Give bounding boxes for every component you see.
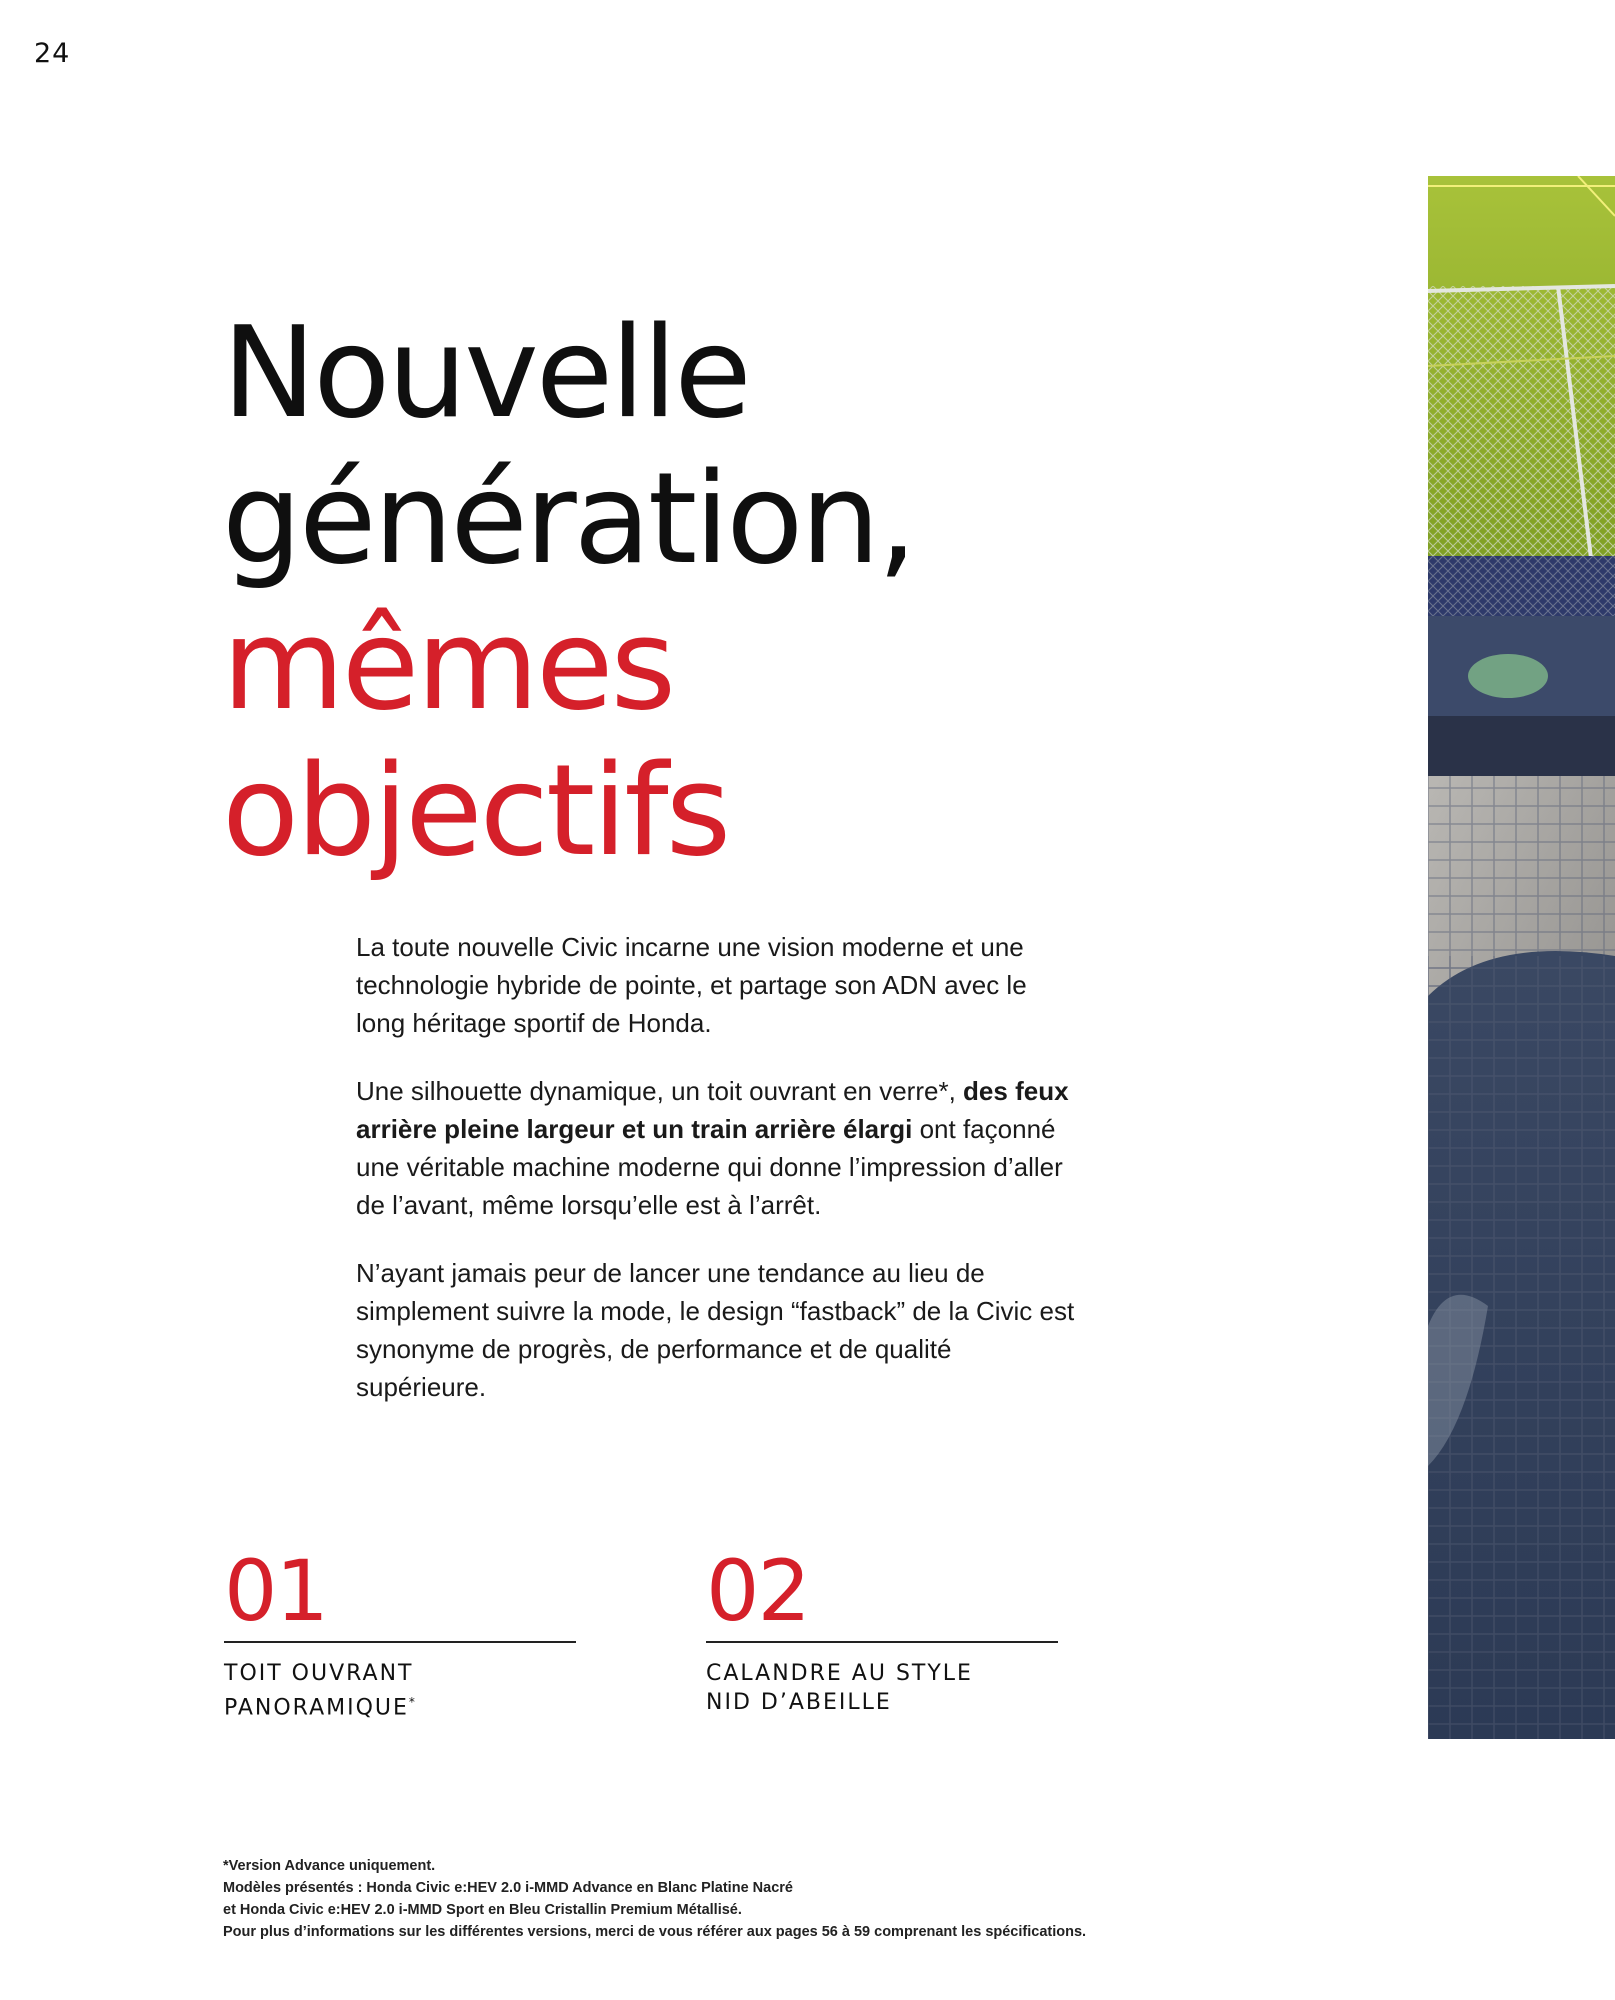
- feature-02: [706, 1542, 1058, 1717]
- car-photo-edge: [1428, 176, 1615, 1739]
- footnote-line: et Honda Civic e:HEV 2.0 i-MMD Sport en Bleu Cristallin Premium Métallisé.: [223, 1902, 742, 1918]
- headline-line-3: mêmes: [222, 591, 674, 738]
- headline-line-4: objectifs: [222, 737, 729, 884]
- feature-number: 02: [706, 1542, 809, 1640]
- body-paragraph-2: [356, 1072, 1076, 1224]
- footnote-mark: *: [408, 1695, 417, 1709]
- body-paragraph-2-intro: Une silhouette dynamique, un toit ouvrant en verre*,: [356, 1076, 956, 1106]
- photo-illustration: [1428, 176, 1615, 1739]
- feature-divider: [224, 1641, 576, 1643]
- headline-line-2: génération,: [222, 445, 915, 592]
- feature-label-line-2: NID D’ABEILLE: [706, 1690, 892, 1715]
- body-text: [356, 928, 1076, 1436]
- body-paragraph-3: N’ayant jamais peur de lancer une tendance au lieu de simplement suivre la mode, le design “fastback” de la Civic est synonyme de progrès, de performance et de qualité supérieure.: [356, 1258, 1075, 1402]
- headline-line-1: Nouvelle: [222, 299, 749, 446]
- feature-number: 01: [224, 1542, 327, 1640]
- feature-label-line-1: CALANDRE AU STYLE: [706, 1661, 973, 1686]
- footnote-line: *Version Advance uniquement.: [223, 1858, 436, 1874]
- page-number: 24: [34, 38, 71, 69]
- feature-01: [224, 1542, 576, 1722]
- body-paragraph-2-bold: des feux arrière pleine largeur et un train arrière élargi: [356, 1076, 1069, 1144]
- feature-label-line-1: TOIT OUVRANT: [224, 1661, 414, 1686]
- feature-label-line-2-text: PANORAMIQUE: [224, 1695, 409, 1721]
- body-paragraph-2-rest: ont façonné une véritable machine moderne qui donne l’impression d’aller de l’avant, même lorsqu’elle est à l’arrêt.: [356, 1114, 1063, 1220]
- footnote-line: Pour plus d’informations sur les différentes versions, merci de vous référer aux pages 56 à 59 comprenant les spécifications.: [223, 1924, 1087, 1940]
- footnotes: [223, 1855, 1223, 1943]
- feature-label: [224, 1659, 576, 1722]
- footnote-line: Modèles présentés : Honda Civic e:HEV 2.0 i-MMD Advance en Blanc Platine Nacré: [223, 1880, 793, 1896]
- feature-label: [706, 1659, 1058, 1717]
- feature-label-line-2: [224, 1688, 576, 1722]
- headline: [222, 300, 914, 884]
- feature-divider: [706, 1641, 1058, 1643]
- body-paragraph-1: La toute nouvelle Civic incarne une vision moderne et une technologie hybride de pointe, et partage son ADN avec le long héritage sportif de Honda.: [356, 932, 1027, 1038]
